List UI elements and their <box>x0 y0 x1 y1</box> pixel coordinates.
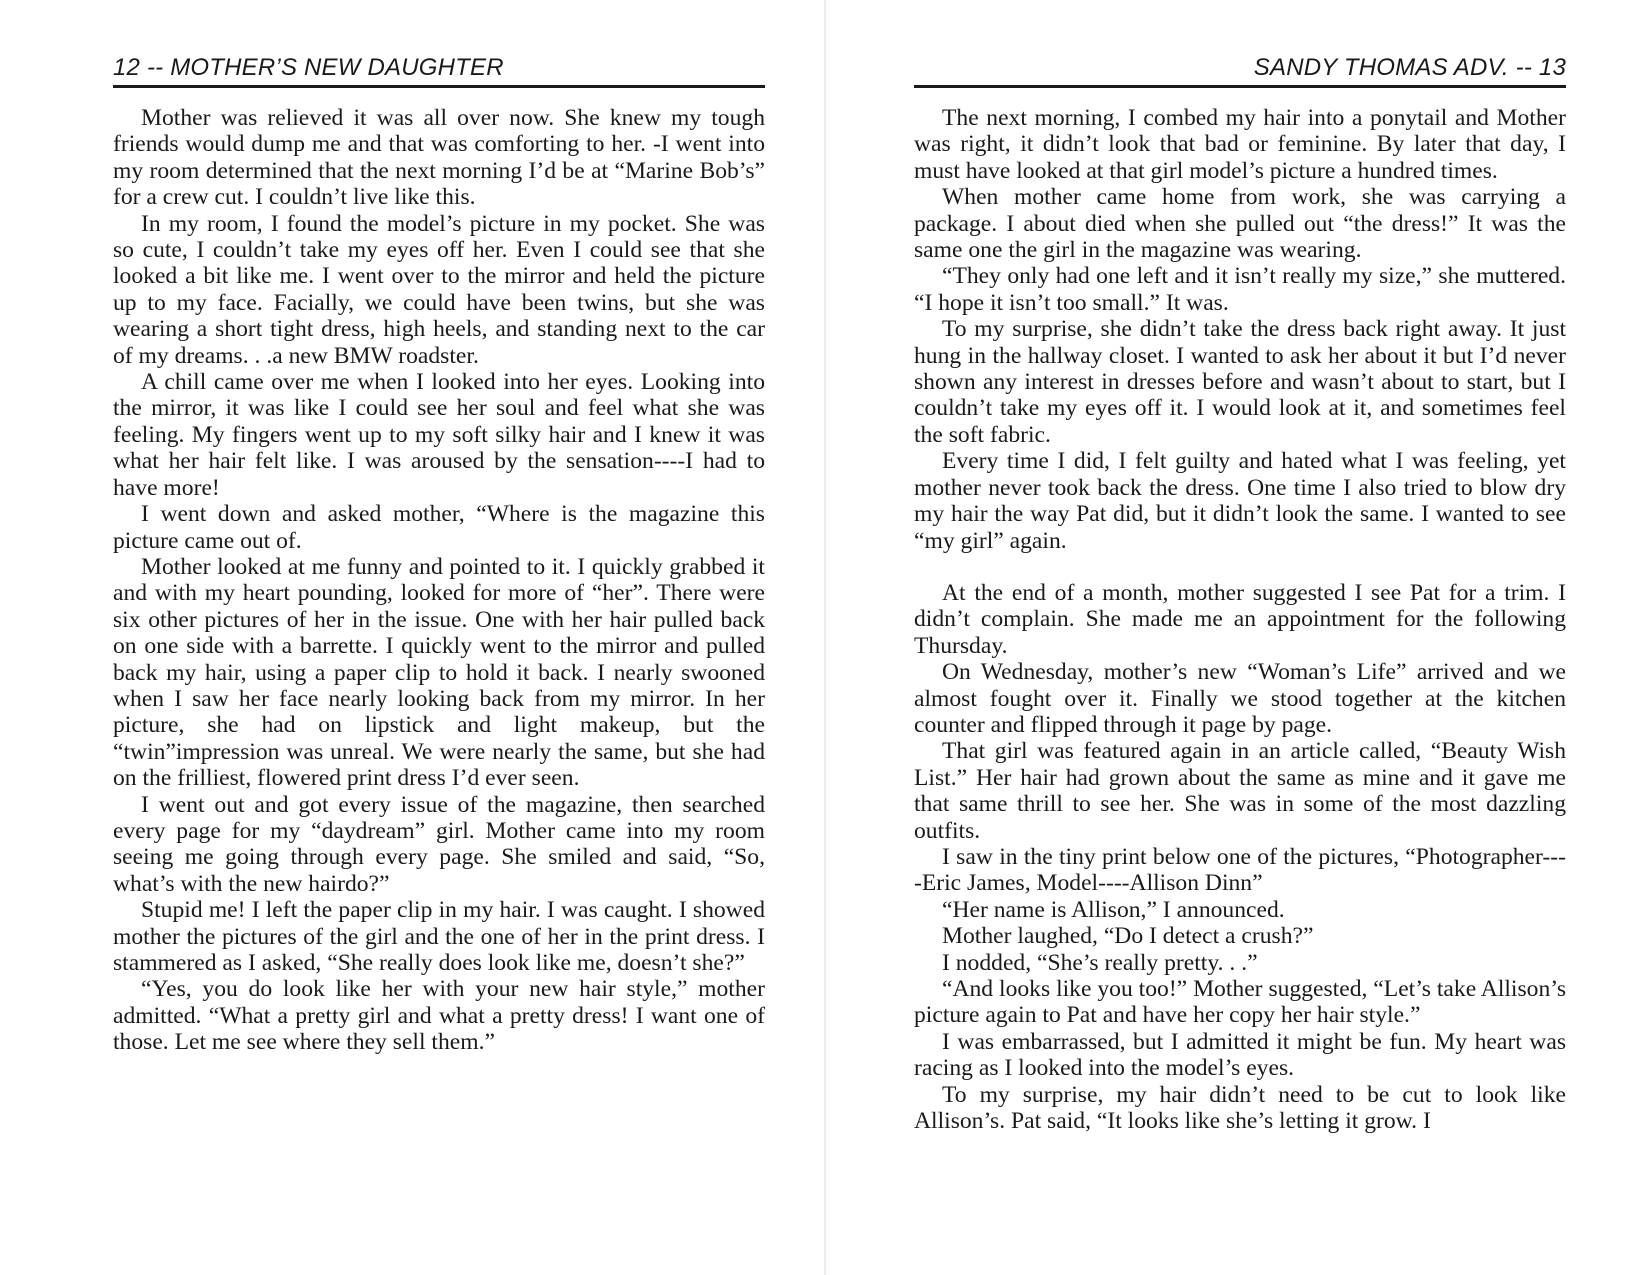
right-page <box>826 0 1650 1275</box>
paragraph: I was embarrassed, but I admitted it might be fun. My heart was racing as I looked into the model’s eyes. <box>914 1028 1566 1082</box>
paragraph: In my room, I found the model’s picture in my pocket. She was so cute, I couldn’t take my eyes off her. Even I could see that she looked a bit like me. I went over to the mirror and held the picture up to my face. Facially, we could have been twins, but she was wearing a short tight dress, high heels, and standing next to the car of my dreams. . .a new BMW roadster. <box>113 210 765 369</box>
paragraph: “Her name is Allison,” I announced. <box>942 896 1285 923</box>
paragraph: Mother was relieved it was all over now. She knew my tough friends would dump me and that was comforting to her. -I went into my room determined that the next morning I’d be at “Marine Bob’s” for a crew cut. I couldn’t live like this. <box>113 105 765 211</box>
paragraph: I nodded, “She’s really pretty. . .” <box>942 949 1258 976</box>
paragraph: On Wednesday, mother’s new “Woman’s Life” arrived and we almost fought over it. Finally we stood together at the kitchen counter and flipped through it page by page. <box>914 659 1566 738</box>
paragraph: “And looks like you too!” Mother suggested, “Let’s take Allison’s picture again to Pat and have her copy her hair style.” <box>914 976 1566 1029</box>
paragraph: Stupid me! I left the paper clip in my hair. I was caught. I showed mother the pictures of the girl and the one of her in the print dress. I stammered as I asked, “She really does look like me, doesn’t she?” <box>113 897 765 976</box>
paragraph: At the end of a month, mother suggested I see Pat for a trim. I didn’t complain. She made me an appointment for the following Thursday. <box>914 579 1566 659</box>
paragraph: To my surprise, she didn’t take the dress back right away. It just hung in the hallway closet. I wanted to ask her about it but I’d never shown any interest in dresses before and wasn’t about to start, but I couldn’t take my eyes off it. I would look at it, and sometimes feel the soft fabric. <box>914 316 1566 448</box>
left-page <box>0 0 824 1275</box>
paragraph: That girl was featured again in an article called, “Beauty Wish List.” Her hair had grown about the same as mine and it gave me that same thrill to see her. She was in some of the most dazzling outfits. <box>914 738 1566 844</box>
paragraph: Mother laughed, “Do I detect a crush?” <box>942 923 1314 950</box>
left-page-header: 12 -- MOTHER’S NEW DAUGHTER <box>113 54 504 81</box>
paragraph: The next morning, I combed my hair into a ponytail and Mother was right, it didn’t look that bad or feminine. By later that day, I must have looked at that girl model’s picture a hundred times. <box>914 105 1566 184</box>
paragraph: I saw in the tiny print below one of the pictures, “Photographer----Eric James, Model----Allison Dinn” <box>914 843 1566 897</box>
right-page-body <box>914 105 1566 1134</box>
right-page-header: SANDY THOMAS ADV. -- 13 <box>1253 54 1566 81</box>
paragraph: “They only had one left and it isn’t really my size,” she muttered. “I hope it isn’t too small.” It was. <box>914 263 1566 316</box>
paragraph: “Yes, you do look like her with your new hair style,” mother admitted. “What a pretty girl and what a pretty dress! I want one of those. Let me see where they sell them.” <box>113 976 765 1056</box>
paragraph: Mother looked at me funny and pointed to it. I quickly grabbed it and with my heart pounding, looked for more of “her”. There were six other pictures of her in the issue. One with her hair pulled back on one side with a barrette. I quickly went to the mirror and pulled back my hair, using a paper clip to hold it back. I nearly swooned when I saw her face nearly looking back from my mirror. In her picture, she had on lipstick and light makeup, but the “twin”impression was unreal. We were nearly the same, but she had on the frilliest, flowered print dress I’d ever seen. <box>113 553 765 792</box>
header-rule <box>914 85 1566 88</box>
header-rule <box>113 85 765 88</box>
paragraph: Every time I did, I felt guilty and hated what I was feeling, yet mother never took back the dress. One time I also tried to blow dry my hair the way Pat did, but it didn’t look the same. I wanted to see “my girl” again. <box>914 448 1566 554</box>
paragraph: To my surprise, my hair didn’t need to be cut to look like Allison’s. Pat said, “It looks like she’s letting it grow. I <box>914 1081 1566 1135</box>
paragraph: I went down and asked mother, “Where is the magazine this picture came out of. <box>113 501 765 554</box>
paragraph: A chill came over me when I looked into her eyes. Looking into the mirror, it was like I could see her soul and feel what she was feeling. My fingers went up to my soft silky hair and I knew it was what her hair felt like. I was aroused by the sensation----I had to have more! <box>113 369 765 501</box>
left-page-body <box>113 105 765 1056</box>
paragraph: When mother came home from work, she was carrying a package. I about died when she pulled out “the dress!” It was the same one the girl in the magazine was wearing. <box>914 184 1566 264</box>
paragraph: I went out and got every issue of the magazine, then searched every page for my “daydream” girl. Mother came into my room seeing me going through every page. She smiled and said, “So, what’s with the new hairdo?” <box>113 791 765 897</box>
